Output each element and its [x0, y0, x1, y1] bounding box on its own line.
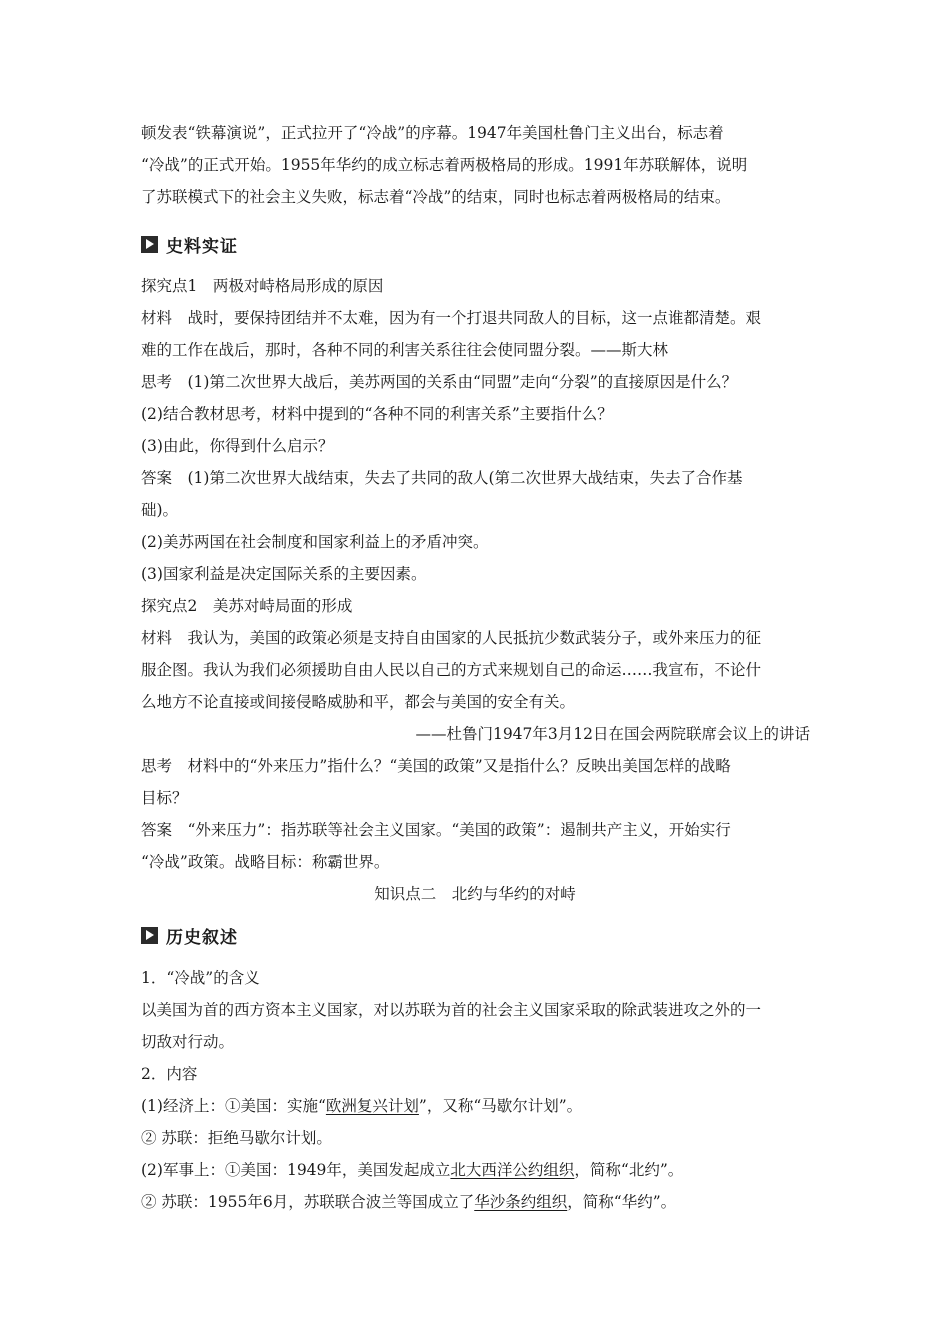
military-blank-answer: 北大西洋公约组织 [450, 1161, 575, 1179]
military-soviet-blank-answer: 华沙条约组织 [474, 1193, 568, 1211]
military-text-a: (2)军事上：①美国：1949年，美国发起成立 [141, 1161, 451, 1179]
answer-2-line-2: “冷战”政策。战略目标：称霸世界。 [141, 853, 390, 871]
material-2-source: ——杜鲁门1947年3月12日在国会两院联席会议上的讲话 [415, 725, 810, 743]
economy-text-a: (1)经济上：①美国：实施“ [141, 1097, 326, 1115]
think-2-line-1: 思考 材料中的“外来压力”指什么？“美国的政策”又是指什么？反映出美国怎样的战略 [141, 757, 731, 775]
think-1-line-1: 思考 (1)第二次世界大战后，美苏两国的关系由“同盟”走向“分裂”的直接原因是什么？ [141, 373, 738, 391]
answer-1-line-4: (3)国家利益是决定国际关系的主要因素。 [141, 565, 427, 583]
economy-blank-answer: 欧洲复兴计划 [325, 1097, 419, 1115]
economy-soviet-line: ② 苏联：拒绝马歇尔计划。 [141, 1129, 332, 1147]
answer-1-line-2: 础)。 [141, 501, 179, 519]
section-title: 历史叙述 [166, 927, 238, 948]
play-triangle-icon [141, 236, 158, 253]
economy-line [141, 1095, 582, 1117]
answer-1-line-3: (2)美苏两国在社会制度和国家利益上的矛盾冲突。 [141, 533, 489, 551]
intro-line-1: 顿发表“铁幕演说”，正式拉开了“冷战”的序幕。1947年美国杜鲁门主义出台，标志着 [141, 124, 724, 142]
section-title: 史料实证 [166, 236, 238, 257]
narrative-item-2: 2．内容 [141, 1065, 198, 1083]
section-header-lishi [141, 924, 238, 946]
knowledge-point-title: 知识点二 北约与华约的对峙 [374, 885, 576, 903]
military-line [141, 1159, 683, 1181]
answer-1-line-1: 答案 (1)第二次世界大战结束，失去了共同的敌人(第二次世界大战结束，失去了合作基 [141, 469, 743, 487]
play-triangle-icon [141, 927, 158, 944]
narrative-item-1: 1．“冷战”的含义 [141, 969, 260, 987]
material-2-line-3: 么地方不论直接或间接侵略威胁和平，都会与美国的安全有关。 [141, 693, 576, 711]
inquiry-heading-1: 探究点1 两极对峙格局形成的原因 [141, 277, 384, 295]
think-2-line-2: 目标？ [141, 789, 188, 807]
military-soviet-line [141, 1191, 676, 1213]
inquiry-heading-2: 探究点2 美苏对峙局面的形成 [141, 597, 353, 615]
economy-text-b: ”，又称“马歇尔计划”。 [418, 1097, 583, 1115]
intro-line-3: 了苏联模式下的社会主义失败，标志着“冷战”的结束，同时也标志着两极格局的结束。 [141, 188, 731, 206]
military-soviet-text-a: ② 苏联：1955年6月，苏联联合波兰等国成立了 [141, 1193, 475, 1211]
military-soviet-text-b: ，简称“华约”。 [567, 1193, 677, 1211]
think-1-line-2: (2)结合教材思考，材料中提到的“各种不同的利害关系”主要指什么？ [141, 405, 613, 423]
material-2-line-2: 服企图。我认为我们必须援助自由人民以自己的方式来规划自己的命运……我宣布，不论什 [141, 661, 762, 679]
section-header-shiliao [141, 233, 238, 255]
material-2-line-1: 材料 我认为，美国的政策必须是支持自由国家的人民抵抗少数武装分子，或外来压力的征 [141, 629, 762, 647]
narrative-item-1-line-1: 以美国为首的西方资本主义国家，对以苏联为首的社会主义国家采取的除武装进攻之外的一 [141, 1001, 762, 1019]
material-1-line-1: 材料 战时，要保持团结并不太难，因为有一个打退共同敌人的目标，这一点谁都清楚。艰 [141, 309, 762, 327]
material-1-line-2: 难的工作在战后，那时，各种不同的利害关系往往会使同盟分裂。——斯大林 [141, 341, 669, 359]
military-text-b: ，简称“北约”。 [574, 1161, 684, 1179]
narrative-item-1-line-2: 切敌对行动。 [141, 1033, 235, 1051]
intro-line-2: “冷战”的正式开始。1955年华约的成立标志着两极格局的形成。1991年苏联解体，说明 [141, 156, 748, 174]
think-1-line-3: (3)由此，你得到什么启示？ [141, 437, 334, 455]
answer-2-line-1: 答案 “外来压力”：指苏联等社会主义国家。“美国的政策”：遏制共产主义，开始实行 [141, 821, 731, 839]
